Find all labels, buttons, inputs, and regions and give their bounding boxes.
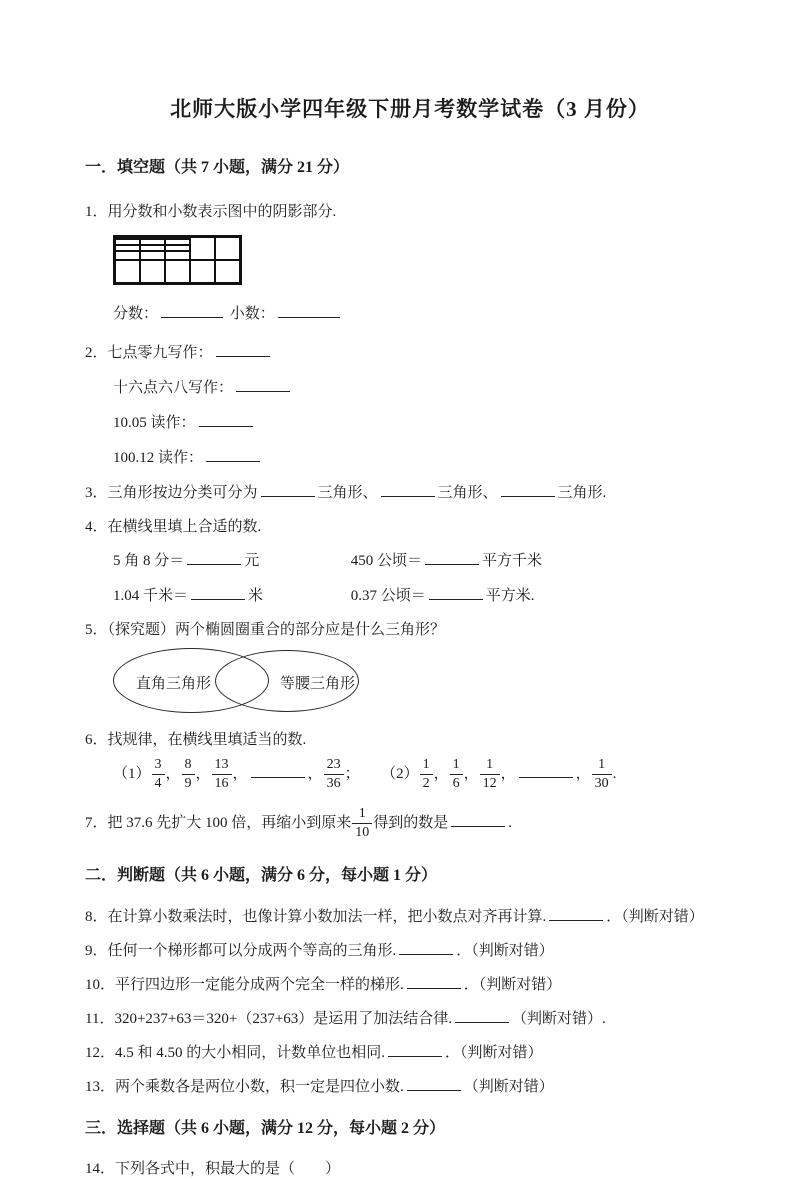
fraction: $\frac{23}{36}$: [324, 758, 344, 791]
answer-blank: [501, 482, 555, 497]
question-14-text: 14．下列各式中，积最大的是（ ）: [85, 1161, 341, 1177]
question-3-text: 三角形.: [557, 485, 607, 501]
question-4-row2: [85, 585, 735, 606]
answer-blank: [216, 342, 270, 357]
question-3-text: 3．三角形按边分类可分为: [85, 485, 258, 501]
question-13-text: 13．两个乘数各是两位小数，积一定是四位小数.: [85, 1079, 404, 1095]
separator: .: [612, 766, 617, 782]
grid-cell: [190, 260, 215, 283]
separator: ，: [500, 766, 516, 782]
answer-blank: [236, 377, 290, 392]
question-7: [85, 802, 735, 844]
answer-blank: [451, 812, 505, 827]
question-4-item: 5 角 8 分＝: [113, 553, 185, 569]
question-6-text: 6．找规律，在横线里填适当的数.: [85, 732, 307, 748]
answer-blank: [161, 303, 223, 318]
answer-blank: [251, 763, 305, 778]
fraction: $\frac{1}{2}$: [420, 758, 433, 791]
answer-blank: [388, 1042, 442, 1057]
question-5: [85, 620, 735, 640]
answer-blank: [519, 763, 573, 778]
question-1-answer-line: [85, 303, 735, 324]
grid-cell: [115, 260, 140, 283]
judge-suffix: ．（判断对错）: [606, 909, 704, 925]
question-12-text: 12．4.5 和 4.50 的大小相同，计数单位也相同.: [85, 1045, 386, 1061]
venn-left-label: 直角三角形: [136, 676, 212, 692]
answer-blank: [399, 940, 453, 955]
question-4-unit: 米: [248, 588, 264, 604]
question-9-text: 9．任何一个梯形都可以分成两个等高的三角形.: [85, 943, 397, 959]
answer-blank: [187, 550, 241, 565]
separator: ，: [433, 766, 449, 782]
answer-blank: [549, 906, 603, 921]
part1-label: （1）: [113, 766, 151, 782]
fraction-label: 分数：: [113, 306, 159, 322]
question-7-text: 得到的数是: [373, 815, 449, 831]
answer-blank: [381, 482, 435, 497]
page-title: 北师大版小学四年级下册月考数学试卷（3 月份）: [170, 97, 650, 121]
fraction: $\frac{1}{12}$: [480, 758, 500, 791]
question-2-text: 10.05 读作：: [113, 415, 196, 431]
decimal-label: 小数：: [229, 306, 275, 322]
question-8: [85, 906, 735, 927]
question-1: [85, 202, 735, 222]
question-4-unit: 平方千米: [482, 553, 543, 569]
question-6-sequences: [113, 754, 735, 794]
separator: ，: [165, 766, 181, 782]
question-2-text: 2．七点零九写作：: [85, 345, 213, 361]
grid-cell: [165, 260, 190, 283]
question-4-item: 450 公顷＝: [350, 553, 423, 569]
answer-blank: [261, 482, 315, 497]
question-2-line3: [85, 412, 735, 433]
judge-suffix: （判断对错）.: [512, 1011, 606, 1027]
question-3: [85, 482, 735, 503]
fraction: $\frac{13}{16}$: [212, 758, 232, 791]
question-9: [85, 940, 735, 961]
question-2-text: 十六点六八写作：: [113, 380, 234, 396]
separator: ；: [344, 766, 360, 782]
grid-cell: [165, 237, 190, 260]
grid-cell: [215, 260, 240, 283]
question-13: [85, 1076, 735, 1097]
answer-blank: [407, 974, 461, 989]
fraction: $\frac{1}{10}$: [352, 807, 372, 840]
answer-blank: [206, 447, 260, 462]
question-7-text: 7．把 37.6 先扩大 100 倍，再缩小到原来: [85, 815, 352, 831]
question-14: [85, 1159, 735, 1179]
separator: ，: [307, 766, 323, 782]
answer-blank: [407, 1076, 461, 1091]
question-1-text: 1．用分数和小数表示图中的阴影部分.: [85, 204, 337, 220]
answer-blank: [455, 1008, 509, 1023]
judge-suffix: ．（判断对错）: [445, 1045, 543, 1061]
grid-cell: [115, 237, 140, 260]
question-11: [85, 1008, 735, 1029]
question-6: [85, 730, 735, 750]
question-8-text: 8．在计算小数乘法时，也像计算小数加法一样，把小数点对齐再计算.: [85, 909, 547, 925]
judge-suffix: ．（判断对错）: [463, 977, 562, 993]
answer-blank: [199, 412, 253, 427]
judge-suffix: ．（判断对错）: [456, 943, 554, 959]
question-4-unit: 元: [244, 553, 260, 569]
question-4-text: 4．在横线里填上合适的数.: [85, 519, 262, 535]
question-4: [85, 517, 735, 537]
question-2-line4: [85, 447, 735, 468]
section1-heading: 一．填空题（共 7 小题，满分 21 分）: [85, 159, 350, 176]
question-2-line2: [85, 377, 735, 398]
question-11-text: 11．320+237+63＝320+（237+63）是运用了加法结合律.: [85, 1011, 453, 1027]
venn-diagram: [113, 646, 373, 716]
answer-blank: [191, 585, 245, 600]
question-3-text: 三角形、: [317, 485, 378, 501]
question-4-item: 1.04 千米＝: [113, 588, 189, 604]
question-10-text: 10．平行四边形一定能分成两个完全一样的梯形.: [85, 977, 404, 993]
venn-right-label: 等腰三角形: [280, 676, 356, 692]
grid-cell: [190, 237, 215, 260]
question-5-text: 5．（探究题）两个椭圆圈重合的部分应是什么三角形？: [85, 622, 446, 638]
question-4-unit: 平方米.: [485, 588, 535, 604]
question-10: [85, 974, 735, 995]
question-4-item: 0.37 公顷＝: [350, 588, 426, 604]
part2-label: （2）: [381, 766, 419, 782]
fraction: $\frac{1}{6}$: [450, 758, 463, 791]
question-3-text: 三角形、: [437, 485, 498, 501]
shaded-grid: [113, 235, 242, 285]
question-7-text: .: [508, 815, 513, 831]
judge-suffix: （判断对错）: [463, 1079, 554, 1095]
fraction: $\frac{1}{30}$: [592, 758, 612, 791]
separator: ，: [195, 766, 211, 782]
separator: ，: [575, 766, 591, 782]
fraction: $\frac{3}{4}$: [152, 758, 165, 791]
section2-heading: 二．判断题（共 6 小题，满分 6 分，每小题 1 分）: [85, 867, 438, 884]
grid-cell: [140, 260, 165, 283]
section3-heading: 三．选择题（共 6 小题，满分 12 分，每小题 2 分）: [85, 1120, 446, 1137]
question-4-row1: [85, 550, 735, 571]
question-12: [85, 1042, 735, 1063]
question-2-text: 100.12 读作：: [113, 450, 204, 466]
separator: ，: [232, 766, 248, 782]
answer-blank: [425, 550, 479, 565]
grid-cell: [140, 237, 165, 260]
separator: ，: [463, 766, 479, 782]
fraction: $\frac{8}{9}$: [182, 758, 195, 791]
question-1-figure: [113, 235, 735, 285]
answer-blank: [278, 303, 340, 318]
grid-cell: [215, 237, 240, 260]
question-2-line1: [85, 342, 735, 363]
answer-blank: [429, 585, 483, 600]
